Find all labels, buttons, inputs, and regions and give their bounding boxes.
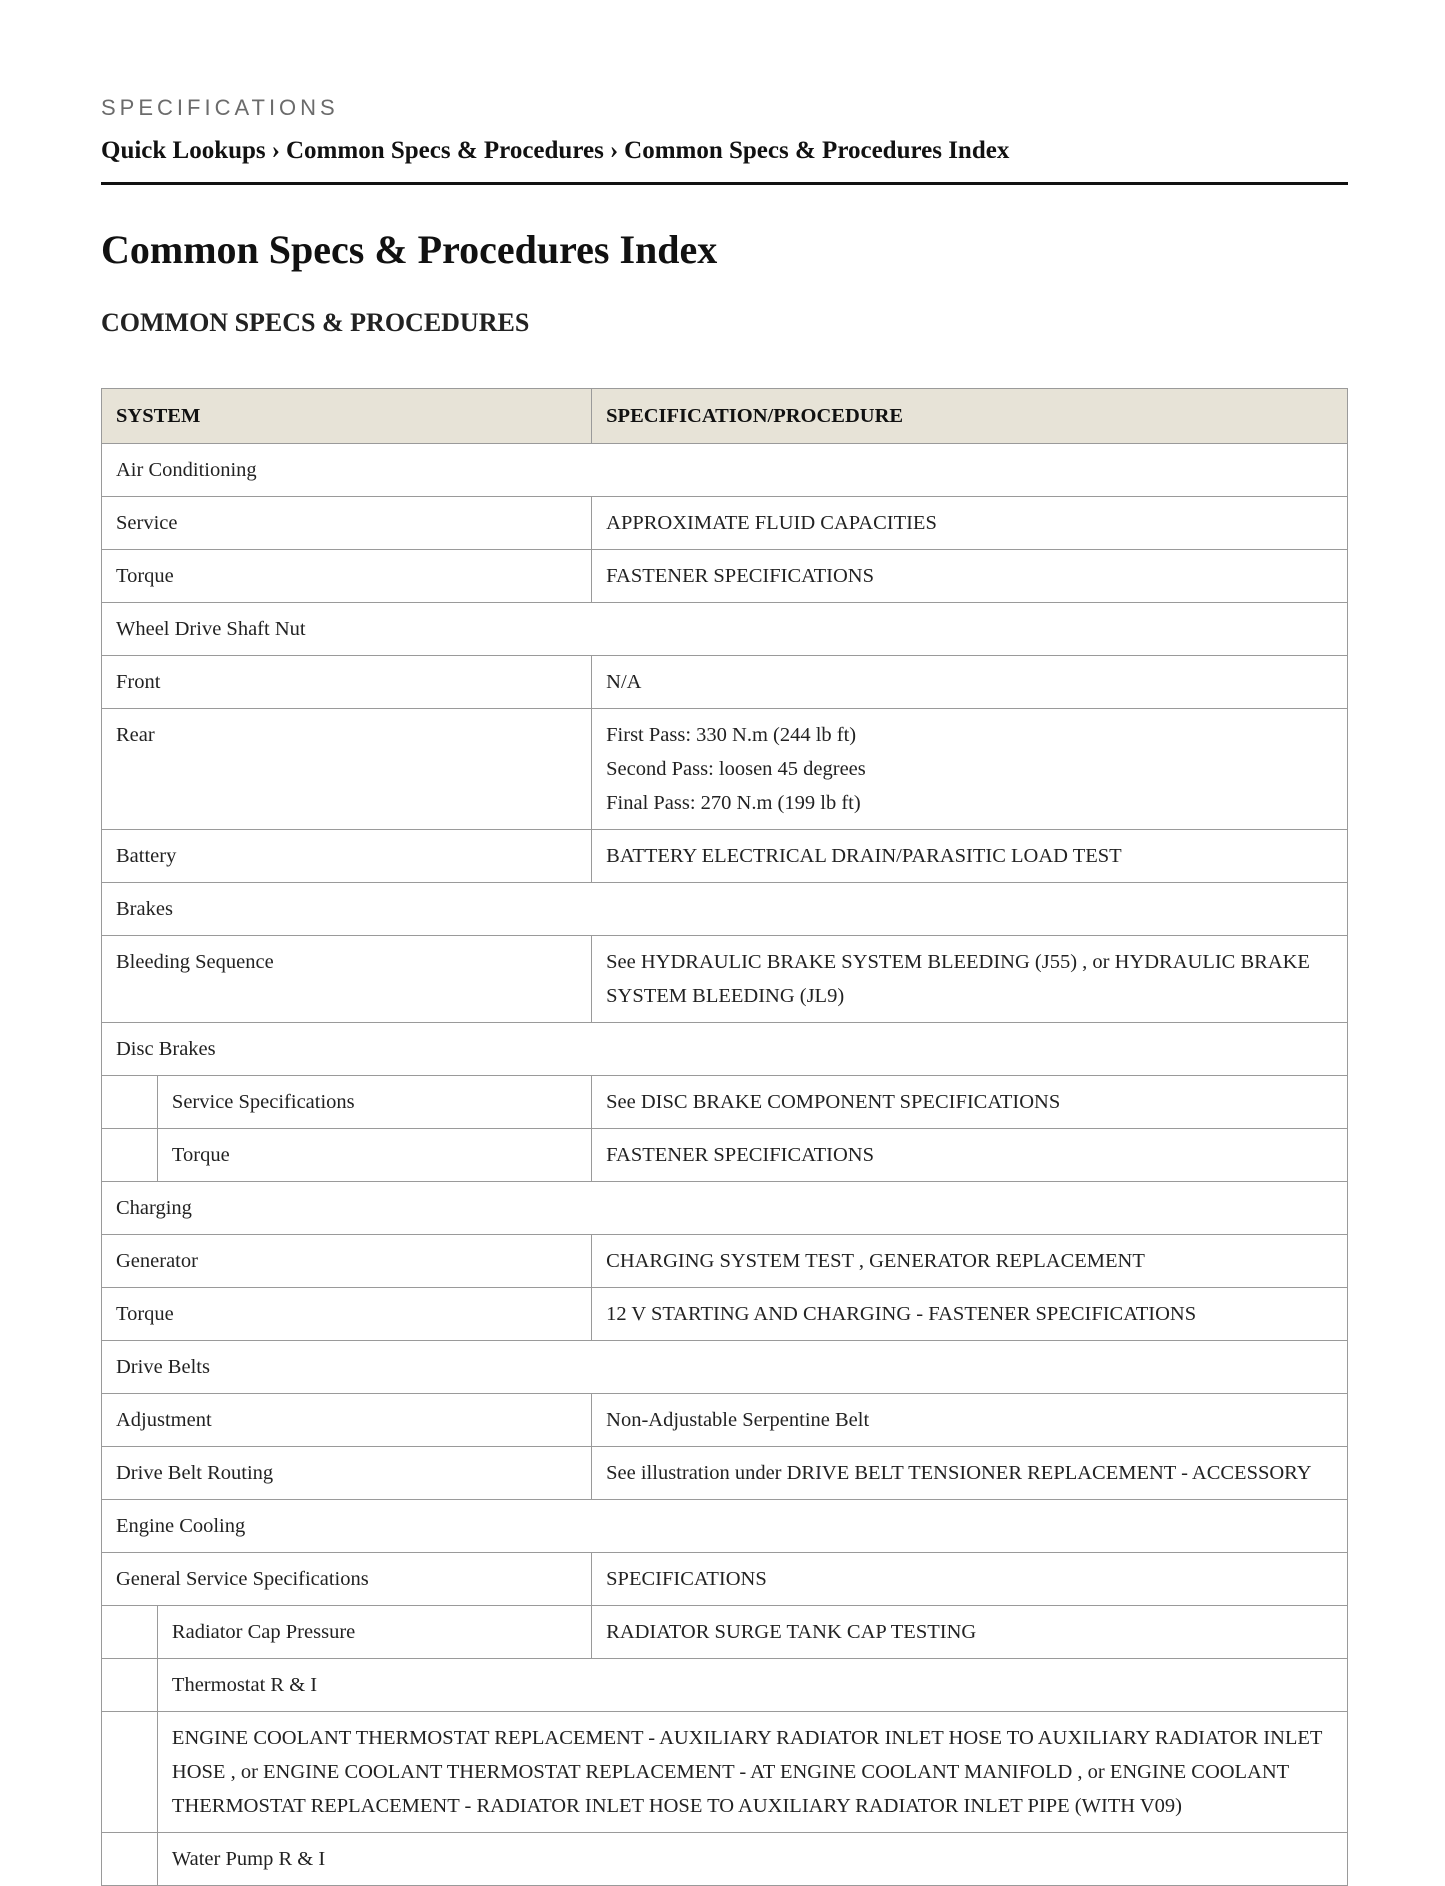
group-air-conditioning: Air Conditioning (102, 444, 1348, 497)
table-row (102, 656, 1348, 709)
spec-link[interactable]: BATTERY ELECTRICAL DRAIN/PARASITIC LOAD TEST (592, 830, 1348, 883)
breadcrumb-separator: › (609, 137, 619, 164)
spec-value (592, 709, 1348, 830)
system-cell: Bleeding Sequence (102, 936, 592, 1023)
table-row (102, 444, 1348, 497)
table-row (102, 1076, 1348, 1129)
table-row (102, 709, 1348, 830)
system-cell: Service (102, 497, 592, 550)
spec-value: Non-Adjustable Serpentine Belt (592, 1394, 1348, 1447)
spec-link[interactable]: ENGINE COOLANT THERMOSTAT REPLACEMENT - AUXILIARY RADIATOR INLET HOSE TO AUXILIARY RADIATOR INLET HOSE , or ENGINE COOLANT THERMOSTAT REPLACEMENT - AT ENGINE COOLANT MANIFOLD , or ENGINE COOLANT THERMOSTAT REPLACEMENT - RADIATOR INLET HOSE TO AUXILIARY RADIATOR INLET PIPE (WITH V09) (157, 1712, 1347, 1833)
system-cell: Rear (102, 709, 592, 830)
table-row (102, 1023, 1348, 1076)
table-row (102, 1712, 1348, 1833)
system-cell: Thermostat R & I (157, 1659, 1347, 1712)
table-row (102, 1394, 1348, 1447)
table-row (102, 1833, 1348, 1886)
system-cell: General Service Specifications (102, 1553, 592, 1606)
column-header-spec: SPECIFICATION/PROCEDURE (592, 389, 1348, 444)
spec-value: N/A (592, 656, 1348, 709)
spec-line: First Pass: 330 N.m (244 lb ft) (606, 724, 857, 746)
table-header-row (102, 389, 1348, 444)
group-drive-belts: Drive Belts (102, 1341, 1348, 1394)
group-charging: Charging (102, 1182, 1348, 1235)
indent-gutter (102, 1129, 158, 1182)
table-row (102, 1288, 1348, 1341)
table-row (102, 883, 1348, 936)
spec-link[interactable]: FASTENER SPECIFICATIONS (592, 550, 1348, 603)
breadcrumb-item-current: Common Specs & Procedures Index (624, 137, 1010, 164)
spec-link[interactable]: CHARGING SYSTEM TEST , GENERATOR REPLACEMENT (592, 1235, 1348, 1288)
indent-gutter (102, 1833, 158, 1886)
table-row (102, 936, 1348, 1023)
indent-gutter (102, 1659, 158, 1712)
system-cell: Torque (102, 1288, 592, 1341)
breadcrumb-item-common-specs[interactable]: Common Specs & Procedures (286, 137, 604, 164)
table-row (102, 603, 1348, 656)
table-row (102, 1553, 1348, 1606)
spec-link[interactable]: APPROXIMATE FLUID CAPACITIES (592, 497, 1348, 550)
breadcrumb-separator: › (271, 137, 280, 164)
spec-link[interactable]: See DISC BRAKE COMPONENT SPECIFICATIONS (592, 1076, 1348, 1129)
table-row (102, 497, 1348, 550)
table-row (102, 1341, 1348, 1394)
spec-link[interactable]: See HYDRAULIC BRAKE SYSTEM BLEEDING (J55) , or HYDRAULIC BRAKE SYSTEM BLEEDING (JL9) (592, 936, 1348, 1023)
table-row (102, 1606, 1348, 1659)
table-row (102, 1235, 1348, 1288)
group-disc-brakes: Disc Brakes (102, 1023, 1348, 1076)
table-row (102, 550, 1348, 603)
system-cell: Torque (102, 550, 592, 603)
system-cell: Generator (102, 1235, 592, 1288)
system-cell: Battery (102, 830, 592, 883)
system-cell: Service Specifications (157, 1076, 591, 1129)
table-row (102, 1659, 1348, 1712)
spec-link[interactable]: FASTENER SPECIFICATIONS (592, 1129, 1348, 1182)
system-cell: Adjustment (102, 1394, 592, 1447)
column-header-system: SYSTEM (102, 389, 592, 444)
system-cell: Water Pump R & I (157, 1833, 1347, 1886)
system-cell: Front (102, 656, 592, 709)
spec-link[interactable]: 12 V STARTING AND CHARGING - FASTENER SPECIFICATIONS (592, 1288, 1348, 1341)
group-brakes: Brakes (102, 883, 1348, 936)
spec-link[interactable]: SPECIFICATIONS (592, 1553, 1348, 1606)
table-row (102, 830, 1348, 883)
page-title: Common Specs & Procedures Index (101, 227, 718, 272)
page-subtitle: COMMON SPECS & PROCEDURES (101, 308, 530, 337)
spec-line: Final Pass: 270 N.m (199 lb ft) (606, 792, 861, 814)
section-kicker: SPECIFICATIONS (101, 95, 339, 120)
system-cell: Drive Belt Routing (102, 1447, 592, 1500)
table-row (102, 1129, 1348, 1182)
breadcrumb-item-quick-lookups[interactable]: Quick Lookups (101, 137, 266, 164)
indent-gutter (102, 1712, 158, 1833)
spec-link[interactable]: See illustration under DRIVE BELT TENSIONER REPLACEMENT - ACCESSORY (592, 1447, 1348, 1500)
system-cell: Radiator Cap Pressure (157, 1606, 591, 1659)
indent-gutter (102, 1076, 158, 1129)
specs-table (101, 388, 1348, 1886)
group-wheel-drive-shaft-nut: Wheel Drive Shaft Nut (102, 603, 1348, 656)
table-row (102, 1182, 1348, 1235)
system-cell: Torque (157, 1129, 591, 1182)
table-row (102, 1500, 1348, 1553)
spec-line: Second Pass: loosen 45 degrees (606, 758, 866, 780)
breadcrumb (101, 137, 1348, 185)
group-engine-cooling: Engine Cooling (102, 1500, 1348, 1553)
spec-link[interactable]: RADIATOR SURGE TANK CAP TESTING (592, 1606, 1348, 1659)
indent-gutter (102, 1606, 158, 1659)
table-row (102, 1447, 1348, 1500)
